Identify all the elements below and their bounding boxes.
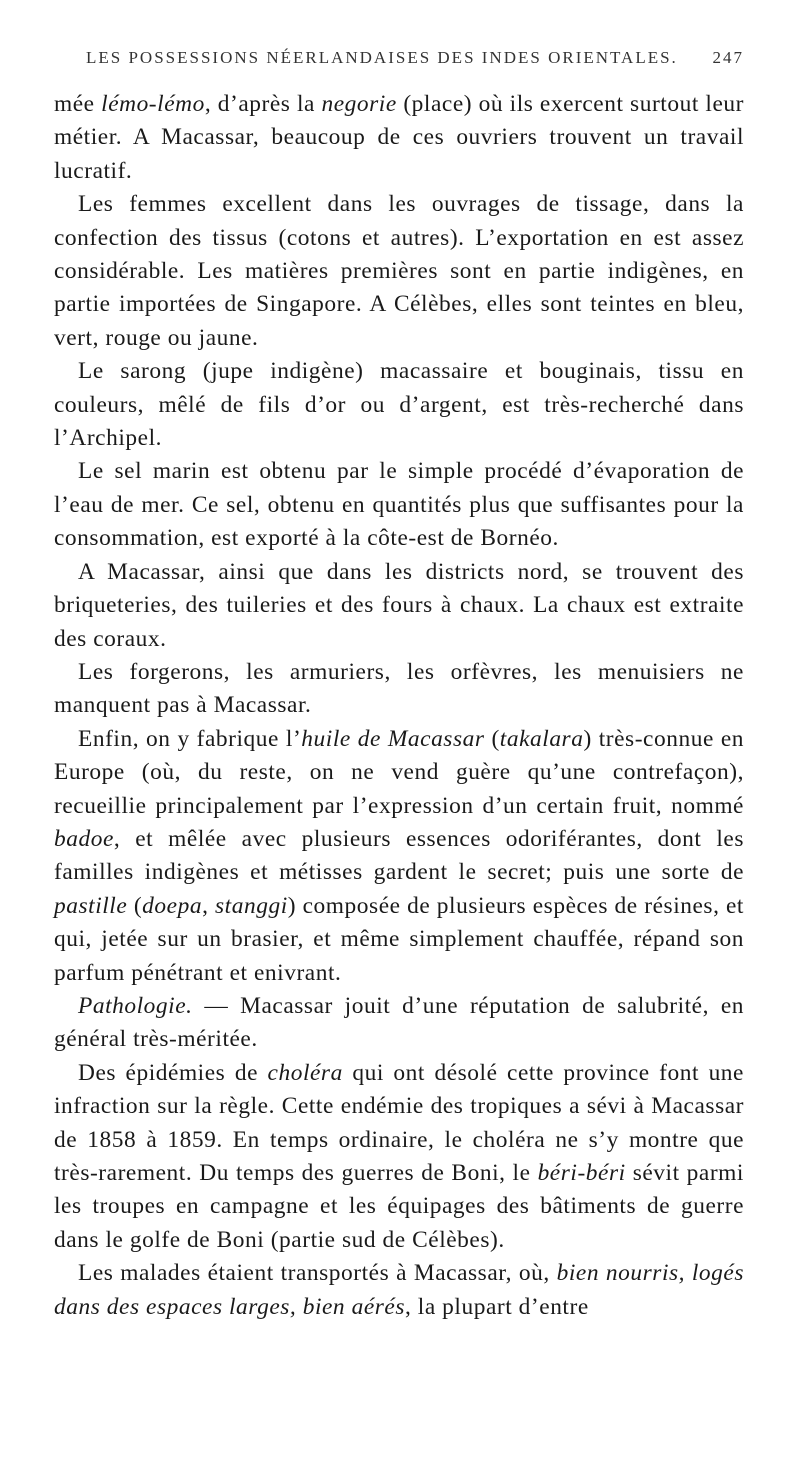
italic-text: bien nourris, logés dans des espaces larges, bien aérés	[54, 1260, 745, 1320]
text-run: Le sarong (jupe indigène) macassaire et bouginais, tissu en couleurs, mêlé de fils d’or ou d’argent, est très-recherché dans l’Archipel.	[54, 358, 744, 452]
italic-text: negorie	[321, 91, 397, 117]
paragraph	[54, 990, 744, 1057]
paragraph	[54, 656, 744, 723]
text-run: (	[127, 892, 143, 919]
paragraph	[54, 723, 744, 990]
text-run: ,	[202, 892, 216, 919]
paragraph	[54, 88, 744, 188]
paragraph	[54, 188, 744, 355]
text-run: ) très-connue en Europe (où, du reste, on ne vend guère qu’une contrefaçon), recueillie principalement par l’expression d’un certain fruit, nommé	[54, 725, 745, 819]
paragraph	[54, 355, 744, 455]
text-run: — Macassar jouit d’une réputation de salubrité, en général très-méritée.	[54, 992, 744, 1053]
paragraph	[54, 556, 744, 656]
text-run: , d’après la	[204, 91, 322, 117]
text-run: , et mêlée avec plusieurs essences odoriférantes, dont les familles indigènes et métisses gardent le secret; puis une sorte de	[54, 825, 744, 886]
running-title: LES POSSESSIONS NÉERLANDAISES DES INDES ORIENTALES.	[86, 48, 678, 67]
paragraph	[54, 1057, 744, 1257]
paragraph	[54, 1257, 744, 1324]
italic-text: béri-béri	[537, 1160, 626, 1186]
paragraph	[54, 455, 744, 555]
page-number: 247	[712, 48, 744, 67]
book-page	[54, 48, 744, 1324]
italic-text: lémo-lémo	[101, 91, 205, 117]
italic-text: doepa	[142, 892, 203, 919]
text-run: Enfin, on y fabrique l’	[78, 725, 302, 752]
text-run: ) composée de plusieurs espèces de résines, et qui, jetée sur un brasier, et même simplement chauffée, répand son parfum pénétrant et enivrant.	[54, 892, 744, 986]
text-run: Le sel marin est obtenu par le simple procédé d’évaporation de l’eau de mer. Ce sel, obtenu en quantités plus que suffisantes pour la consommation, est exporté à la côte-est de Bornéo.	[54, 458, 744, 552]
text-run: Les forgerons, les armuriers, les orfèvres, les menuisiers ne manquent pas à Macassar.	[54, 658, 744, 719]
italic-text: badoe	[54, 825, 114, 852]
text-run: , la plupart d’entre	[405, 1293, 589, 1320]
body-text	[54, 88, 744, 1324]
text-run: (place) où ils exercent surtout leur métier. A Macassar, beaucoup de ces ouvriers trouvent un travail lucratif.	[54, 91, 744, 184]
text-run: mée	[54, 91, 102, 117]
italic-text: choléra	[267, 1059, 343, 1086]
italic-text: huile de Macassar	[301, 725, 485, 752]
text-run: sévit parmi les troupes en campagne et les équipages des bâtiments de guerre dans le golfe de Boni (partie sud de Célèbes).	[54, 1160, 744, 1253]
running-header	[54, 48, 744, 88]
text-run: Des épidémies de	[78, 1059, 268, 1086]
italic-text: Pathologie.	[78, 992, 193, 1019]
italic-text: pastille	[54, 892, 128, 919]
text-run: A Macassar, ainsi que dans les districts nord, se trouvent des briqueteries, des tuileries et des fours à chaux. La chaux est extraite des coraux.	[54, 558, 744, 652]
text-run: Les malades étaient transportés à Macassar, où,	[78, 1260, 557, 1287]
italic-text: takalara	[499, 725, 584, 752]
text-run: (	[484, 725, 500, 752]
text-run: qui ont désolé cette province font une infraction sur la règle. Cette endémie des tropiques a sévi à Macassar de 1858 à 1859. En temps ordinaire, le choléra ne s’y montre que très-rarement. Du temps des guerres de Boni, le	[54, 1059, 744, 1186]
italic-text: stanggi	[215, 892, 288, 919]
text-run: Les femmes excellent dans les ouvrages de tissage, dans la confection des tissus (cotons et autres). L’exportation en est assez considérable. Les matières premières sont en partie indigènes, en partie importées de Singapore. A Célèbes, elles sont teintes en bleu, vert, rouge ou jaune.	[54, 191, 744, 351]
